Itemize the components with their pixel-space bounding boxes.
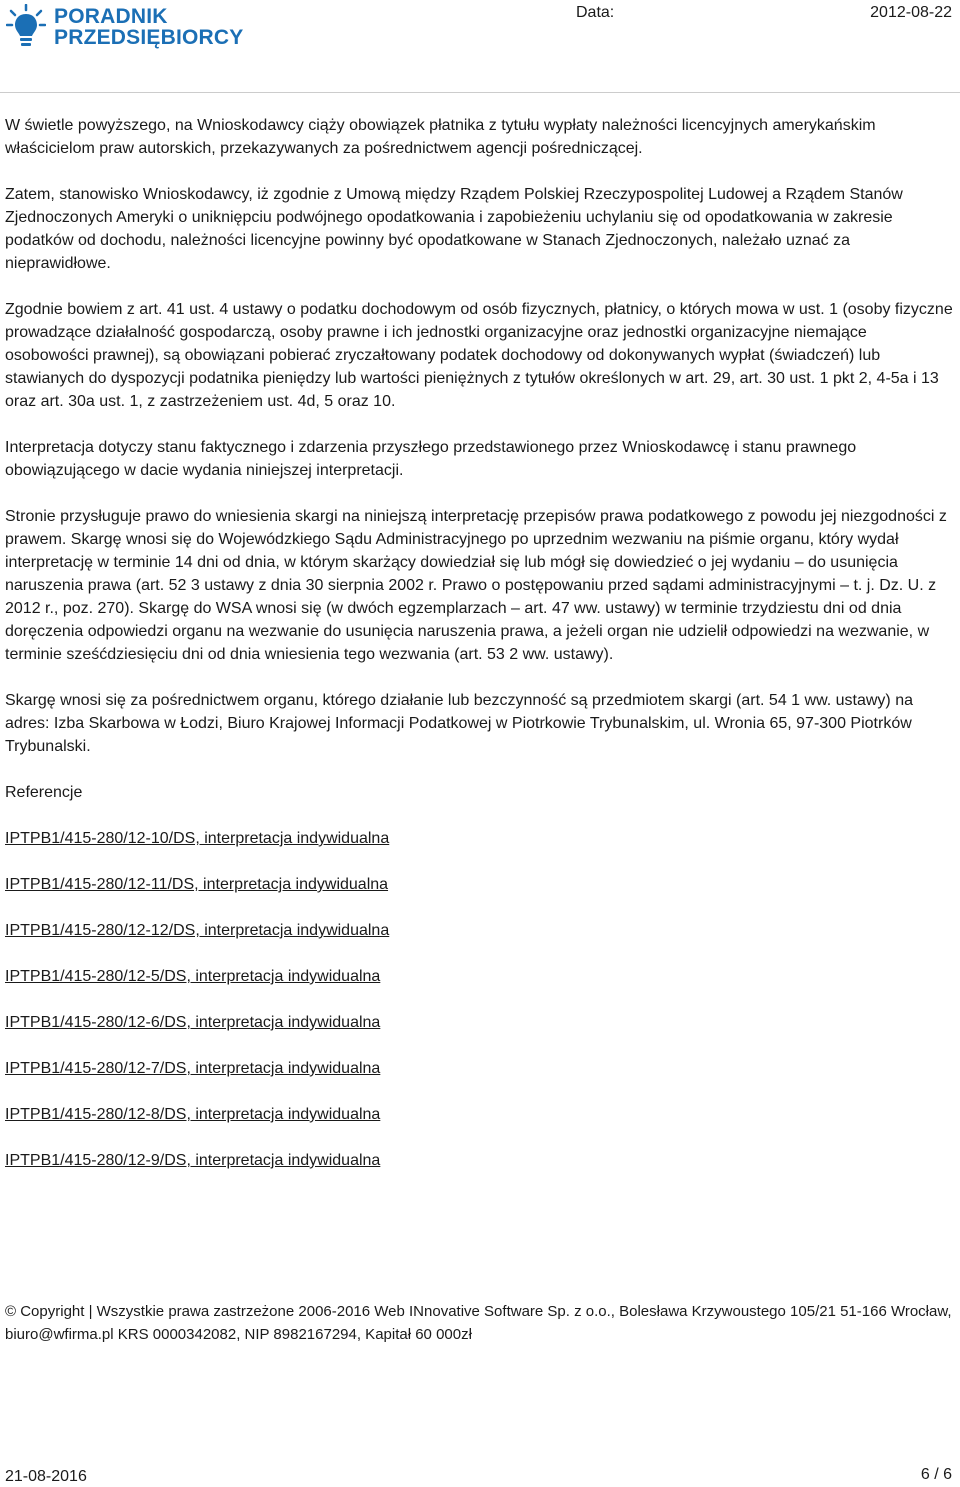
date-value: 2012-08-22 [870, 4, 952, 21]
header-divider [0, 92, 960, 93]
reference-link[interactable]: IPTPB1/415-280/12-12/DS, interpretacja indywidualna [5, 922, 390, 939]
paragraph: Stronie przysługuje prawo do wniesienia skargi na niniejszą interpretację przepisów prawa podatkowego z powodu jej niezgodności z prawem. Skargę wnosi się do Wojewódzkiego Sądu Administracyjnego po uprzednim wezwaniu na piśmie organu, który wydał interpretację w terminie 14 dni od dnia, w którym skarżący dowiedział się lub mógł się dowiedzieć o jej wydaniu – do usunięcia naruszenia prawa (art. 52 3 ustawy z dnia 30 sierpnia 2002 r. Prawo o postępowaniu przed sądami administracyjnymi – t. j. Dz. U. z 2012 r., poz. 270). Skargę do WSA wnosi się (w dwóch egzemplarzach – art. 47 ww. ustawy) w terminie trzydziestu dni od dnia doręczenia odpowiedzi organu na wezwanie do usunięcia naruszenia prawa, a jeżeli organ nie udzielił odpowiedzi na wezwanie, w terminie sześćdziesięciu dni od dnia wniesienia tego wezwania (art. 53 2 ww. ustawy). [5, 508, 947, 663]
lightbulb-icon [6, 4, 46, 50]
logo-line-2: PRZEDSIĘBIORCY [54, 26, 244, 49]
date-label: Data: [576, 4, 615, 21]
references-title: Referencje [5, 784, 83, 801]
reference-link[interactable]: IPTPB1/415-280/12-11/DS, interpretacja indywidualna [5, 876, 389, 893]
reference-link[interactable]: IPTPB1/415-280/12-9/DS, interpretacja indywidualna [5, 1152, 381, 1169]
page-number: 6 / 6 [920, 1466, 952, 1483]
paragraph: Skargę wnosi się za pośrednictwem organu, którego działanie lub bezczynność są przedmiotem skargi (art. 54 1 ww. ustawy) na adres: Izba Skarbowa w Łodzi, Biuro Krajowej Informacji Podatkowej w Piotrkowie Trybunalskim, ul. Wronia 65, 97-300 Piotrków Trybunalski. [5, 692, 913, 755]
reference-link[interactable]: IPTPB1/415-280/12-8/DS, interpretacja indywidualna [5, 1106, 381, 1123]
reference-link[interactable]: IPTPB1/415-280/12-6/DS, interpretacja indywidualna [5, 1014, 381, 1031]
paragraph: Interpretacja dotyczy stanu faktycznego i zdarzenia przyszłego przedstawionego przez Wnioskodawcę i stanu prawnego obowiązującego w dacie wydania niniejszej interpretacji. [5, 439, 857, 479]
page-header [0, 0, 960, 92]
logo-line-1: PORADNIK [54, 5, 168, 28]
reference-link[interactable]: IPTPB1/415-280/12-10/DS, interpretacja indywidualna [5, 830, 390, 847]
logo-text [54, 6, 244, 48]
document-body [5, 114, 953, 1195]
paragraph: Zgodnie bowiem z art. 41 ust. 4 ustawy o podatku dochodowym od osób fizycznych, płatnicy, o których mowa w ust. 1 (osoby fizyczne prowadzące działalność gospodarczą, osoby prawne i ich jednostki organizacyjne oraz jednostki organizacyjne niemające osobowości prawnej), są obowiązani pobierać zryczałtowany podatek dochodowy od dokonywanych wypłat (świadczeń) lub stawianych do dyspozycji podatnika pieniędzy lub wartości pieniężnych z tytułów określonych w art. 29, art. 30 ust. 1 pkt 2, 4-5a i 13 oraz art. 30a ust. 1, z zastrzeżeniem ust. 4d, 5 oraz 10. [5, 301, 953, 410]
reference-link[interactable]: IPTPB1/415-280/12-5/DS, interpretacja indywidualna [5, 968, 381, 985]
paragraph: Zatem, stanowisko Wnioskodawcy, iż zgodnie z Umową między Rządem Polskiej Rzeczypospolitej Ludowej a Rządem Stanów Zjednoczonych Ameryki o unikniępciu podwójnego opodatkowania i zapobieżeniu uchylaniu się od opodatkowania w zakresie podatków od dochodu, należności licencyjne powinny być opodatkowane w Stanach Zjednoczonych, należało uznać za nieprawidłowe. [5, 186, 903, 272]
paragraph: W świetle powyższego, na Wnioskodawcy ciąży obowiązek płatnika z tytułu wypłaty należności licencyjnych amerykańskim właścicielom praw autorskich, przekazywanych za pośrednictwem agencji pośredniczącej. [5, 117, 876, 157]
reference-link[interactable]: IPTPB1/415-280/12-7/DS, interpretacja indywidualna [5, 1060, 381, 1077]
footer-date: 21-08-2016 [5, 1468, 87, 1485]
logo[interactable] [6, 4, 244, 50]
footer-copyright: © Copyright | Wszystkie prawa zastrzeżone 2006-2016 Web INnovative Software Sp. z o.o., Bolesława Krzywoustego 105/21 51-166 Wrocław, biuro@wfirma.pl KRS 0000342082, NIP 8982167294, Kapitał 60 000zł [5, 1303, 952, 1343]
